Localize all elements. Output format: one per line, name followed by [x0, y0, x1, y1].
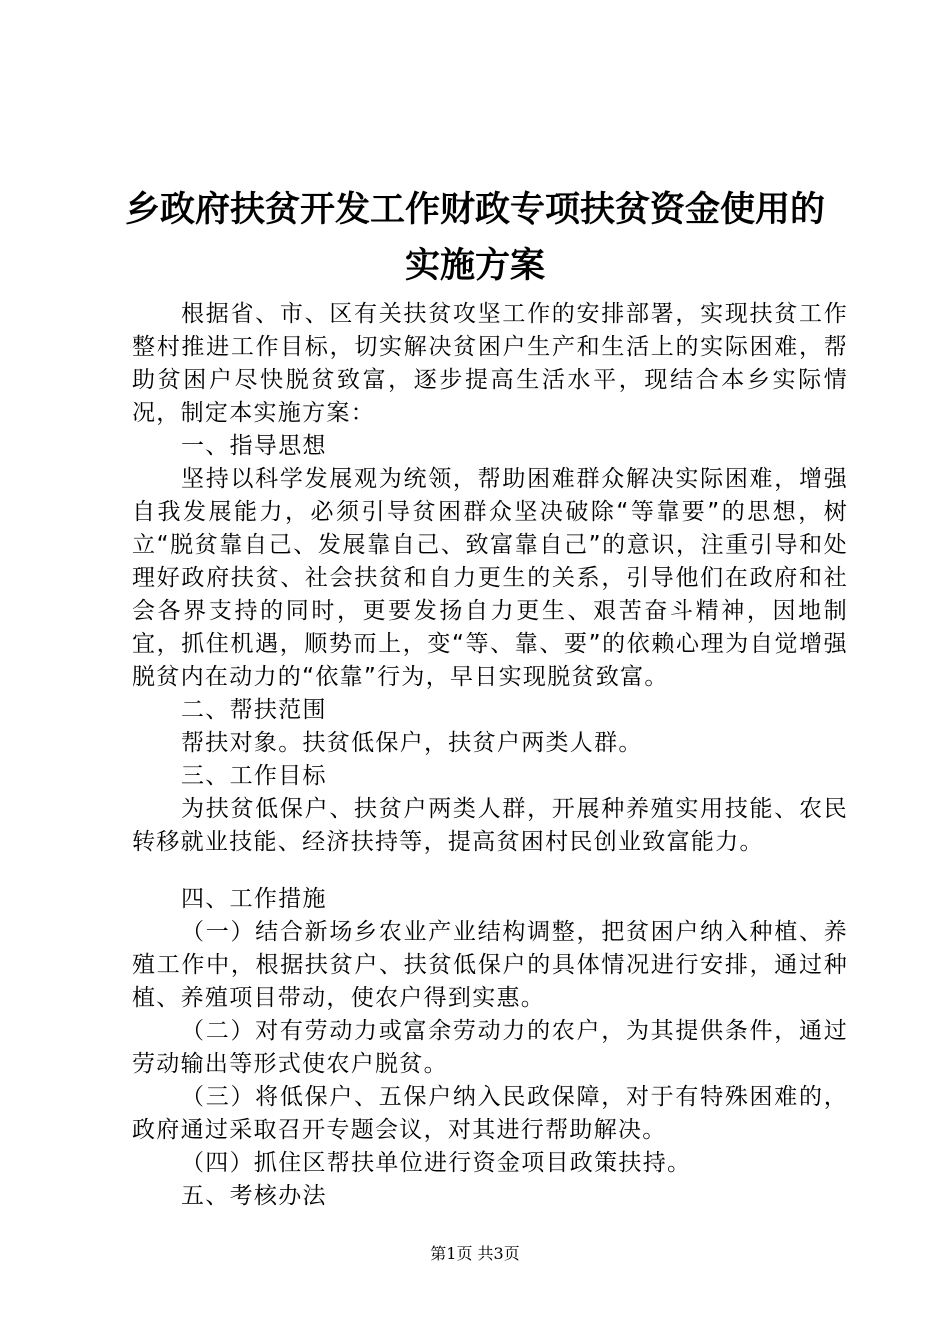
work-goals-paragraph: 为扶贫低保户、扶贫户两类人群，开展种养殖实用技能、农民转移就业技能、经济扶持等，提高贫困村民创业致富能力。 [132, 796, 848, 855]
assistance-scope-paragraph: 帮扶对象。扶贫低保户，扶贫户两类人群。 [181, 730, 643, 756]
measure-1-paragraph: （一）结合新场乡农业产业结构调整，把贫困户纳入种植、养殖工作中，根据扶贫户、扶贫低保户的具体情况进行安排，通过种植、养殖项目带动，使农户得到实惠。 [132, 919, 848, 1011]
section-heading-work-measures: 四、工作措施 [181, 886, 327, 912]
section-heading-assessment: 五、考核办法 [181, 1183, 327, 1209]
guiding-ideology-paragraph: 坚持以科学发展观为统领，帮助困难群众解决实际困难，增强自我发展能力，必须引导贫困群众坚决破除“等靠要”的思想，树立“脱贫靠自己、发展靠自己、致富靠自己”的意识，注重引导和处理好政府扶贫、社会扶贫和自力更生的关系，引导他们在政府和社会各界支持的同时，更要发扬自力更生、艰苦奋斗精神，因地制宜，抓住机遇，顺势而上，变“等、靠、要”的依赖心理为自觉增强脱贫内在动力的“依靠”行为，早日实现脱贫致富。 [132, 466, 848, 690]
document-body [132, 298, 848, 1213]
measure-4-paragraph: （四）抓住区帮扶单位进行资金项目政策扶持。 [181, 1150, 692, 1176]
intro-paragraph: 根据省、市、区有关扶贫攻坚工作的安排部署，实现扶贫工作整村推进工作目标，切实解决贫困户生产和生活上的实际困难，帮助贫困户尽快脱贫致富，逐步提高生活水平，现结合本乡实际情况，制定本实施方案： [132, 301, 848, 426]
document-title-line-2: 实施方案 [404, 245, 545, 286]
measure-3-paragraph: （三）将低保户、五保户纳入民政保障，对于有特殊困难的，政府通过采取召开专题会议，对其进行帮助解决。 [132, 1084, 848, 1143]
page-number-footer: 第1页 共3页 [430, 1244, 520, 1263]
document-title-line-1: 乡政府扶贫开发工作财政专项扶贫资金使用的 [124, 189, 825, 230]
section-heading-guiding-ideology: 一、指导思想 [181, 433, 327, 459]
section-heading-work-goals: 三、工作目标 [181, 763, 327, 789]
section-heading-assistance-scope: 二、帮扶范围 [181, 697, 327, 723]
measure-2-paragraph: （二）对有劳动力或富余劳动力的农户，为其提供条件，通过劳动输出等形式使农户脱贫。 [132, 1018, 848, 1077]
